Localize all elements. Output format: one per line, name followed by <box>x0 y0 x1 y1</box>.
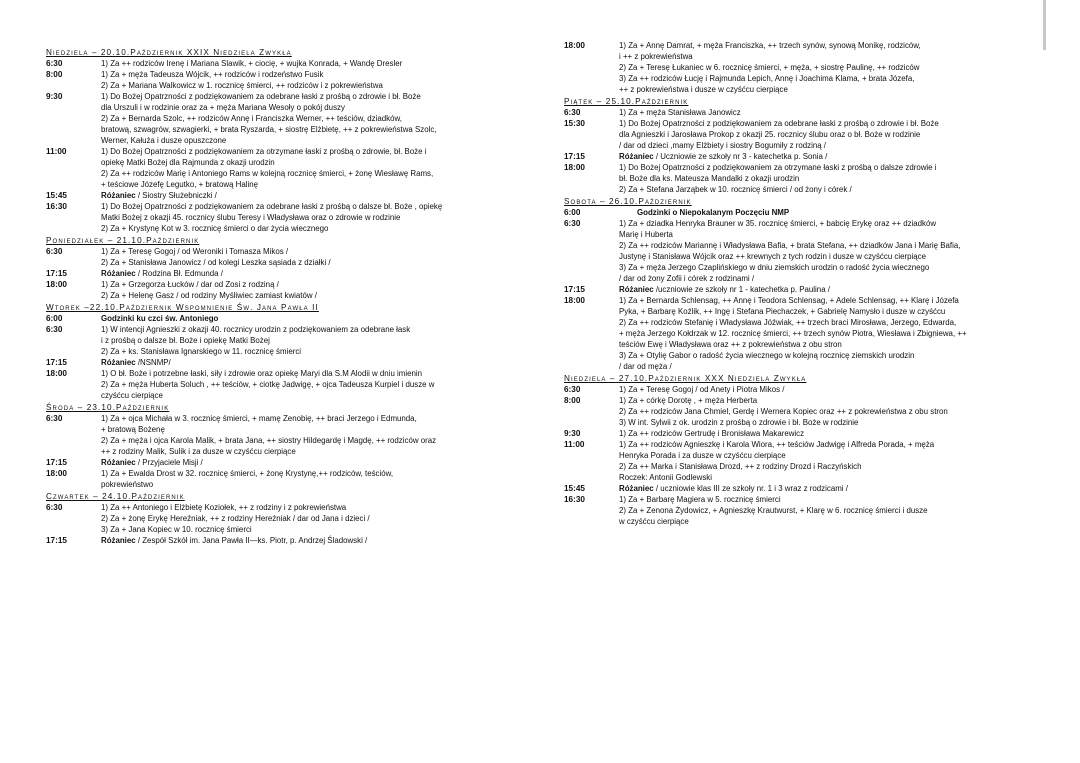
intention-line: 1) Za + córkę Dorotę , + męża Herberta <box>619 396 758 405</box>
intention-line: Różaniec / Uczniowie ze szkoły nr 3 - katechetka p. Sonia / <box>619 152 828 161</box>
mass-time: 6:30 <box>46 247 63 256</box>
mass-slot <box>564 107 1048 118</box>
mass-time: 6:30 <box>564 108 581 117</box>
intention-line: 2) Za + Bernarda Szolc, ++ rodziców Annę i Franciszka Werner, ++ teściów, dziadków, <box>101 114 402 123</box>
mass-time: 18:00 <box>46 369 67 378</box>
intention-line: Marię i Huberta <box>619 230 673 239</box>
mass-slot <box>46 69 551 91</box>
mass-slot <box>46 502 551 535</box>
mass-time: 17:15 <box>46 458 67 467</box>
intention-line: 1) W intencji Agnieszki z okazji 40. rocznicy urodzin z podziękowaniem za odebrane łask <box>101 325 411 334</box>
intention-line: 2) Za + Stanisława Janowicz / od kolegi Leszka sąsiada z działki / <box>101 258 331 267</box>
intention-line: 2) Za + Helenę Gasz / od rodziny Myśliwiec zamiast kwiatów / <box>101 291 317 300</box>
intention-line: Henryka Porada i za dusze w czyśćcu cierpiące <box>619 451 786 460</box>
intention-line: 2) Za + męża Huberta Soluch , ++ teściów, + ciotkę Jadwigę, + ojca Tadeusza Kurpiel i dusze w <box>101 380 435 389</box>
intention-line: 1) Do Bożej Opatrzności z podziękowaniem za odebrane łaski z prośbą o zdrowie i bł. Boże <box>619 119 939 128</box>
intention-line: / dar od żony Zofii i córek z rodzinami / <box>619 274 755 283</box>
intention-line: 3) Za + Jana Kopiec w 10. rocznicę śmierci <box>101 525 252 534</box>
mass-slot <box>564 118 1048 151</box>
intention-line: i ++ z pokrewieństwa <box>619 52 693 61</box>
intention-line: 1) O bł. Boże i potrzebne łaski, siły i zdrowie oraz opiekę Maryi dla S.M Alodii w dniu imienin <box>101 369 423 378</box>
mass-slot <box>46 146 551 190</box>
intention-line: Różaniec / Rodzina Bł. Edmunda / <box>101 269 223 278</box>
intention-line: + teściowe Józefę Legutko, + bratową Halinę <box>101 180 259 189</box>
intention-line: bł. Boże dla ks. Mateusza Mandalki z okazji urodzin <box>619 174 800 183</box>
intention-line: teściów Ewę i Władysława oraz ++ z pokrewieństwa z obu stron <box>619 340 842 349</box>
day-heading: Poniedziałek – 21.10.Październik <box>46 236 200 245</box>
intention-line: 2) Za ++ rodziców Mariannę i Władysława Bafia, + brata Stefana, ++ dziadków Jana i Marię Bafia, <box>619 241 961 250</box>
mass-slot <box>46 201 551 234</box>
mass-slot <box>564 284 1048 295</box>
mass-time: 11:00 <box>564 440 585 449</box>
mass-slot <box>564 207 1048 218</box>
intention-line: ++ z pokrewieństwa i dusze w czyśćcu cierpiące <box>619 85 788 94</box>
intention-line: 3) Za + Otylię Gabor o radość życia wiecznego w kolejną rocznicę ziemskich urodzin <box>619 351 915 360</box>
intention-line: 1) Za + Ewalda Drost w 32. rocznicę śmierci, + żonę Krystynę,++ rodziców, teściów, <box>101 469 394 478</box>
day-heading: Wtorek –22.10.Październik Wspomnienie Św. Jana Pawła II <box>46 303 319 312</box>
mass-slot <box>46 357 551 368</box>
intention-line: czyśćcu cierpiące <box>101 391 163 400</box>
mass-slot <box>564 295 1048 372</box>
intention-line: 2) Za + ks. Stanisława Ignarskiego w 11. rocznicę śmierci <box>101 347 302 356</box>
mass-slot <box>46 468 551 490</box>
intention-line: w czyśćcu cierpiące <box>619 517 689 526</box>
mass-time: 11:00 <box>46 147 67 156</box>
mass-time: 17:15 <box>46 269 67 278</box>
mass-slot <box>564 162 1048 195</box>
intention-line: dla Agnieszki i Jarosława Prokop z okazji 25. rocznicy ślubu oraz o bł. Boże w rodzinie <box>619 130 921 139</box>
intention-line: Różaniec / Siostry Służebniczki / <box>101 191 217 200</box>
intention-line: 2) Za ++ rodziców Stefanię i Władysława Jóźwiak, ++ trzech braci Mirosława, Jerzego, Edwarda, <box>619 318 957 327</box>
intention-line: 3) W int. Sylwii z ok. urodzin z prośbą o zdrowie i bł. Boże w rodzinie <box>619 418 859 427</box>
intention-line: ++ z rodziny Malik, Sulik i za dusze w czyśćcu cierpiące <box>101 447 296 456</box>
mass-slot <box>46 190 551 201</box>
intention-line: Różaniec / Zespół Szkół im. Jana Pawła II—ks. Piotr, p. Andrzej Śladowski / <box>101 536 368 545</box>
intention-line: 1) Za ++ Antoniego i Elżbietę Koziołek, ++ z rodziny i z pokrewieństwa <box>101 503 347 512</box>
intention-line: 1) Za + dziadka Henryka Brauner w 35. rocznicę śmierci, + babcię Erykę oraz ++ dziadków <box>619 219 937 228</box>
intention-line: Matki Bożej z okazji 45. rocznicy ślubu Teresy i Władysława oraz o zdrowie w rodzinie <box>101 213 401 222</box>
day-heading: Czwartek – 24.10.Październik <box>46 492 185 501</box>
mass-slot <box>564 494 1048 527</box>
mass-time: 6:30 <box>46 325 63 334</box>
mass-time: 9:30 <box>46 92 63 101</box>
mass-time: 18:00 <box>564 296 585 305</box>
intention-line: 1) Za + Annę Damrat, + męża Franciszka, ++ trzech synów, synową Monikę, rodziców, <box>619 41 921 50</box>
mass-slot <box>46 457 551 468</box>
intention-line: 1) Do Bożej Opatrzności z podziękowaniem za otrzymane łaski z prośbą o dalsze zdrowie i <box>619 163 937 172</box>
mass-time: 18:00 <box>46 469 67 478</box>
mass-time: 18:00 <box>564 41 585 50</box>
intention-line: 2) Za + męża i ojca Karola Malik, + brata Jana, ++ siostry Hildegardę i Magdę, ++ rodziców oraz <box>101 436 437 445</box>
day-heading: Środa – 23.10.Październik <box>46 403 170 412</box>
intention-line: 1) Do Bożej Opatrzności z podziękowaniem za otrzymane łaski z prośbą o zdrowie, bł. Boże i <box>101 147 427 156</box>
mass-time: 9:30 <box>564 429 581 438</box>
intention-line: 1) Za + Bernarda Schlensag, ++ Annę i Teodora Schlensag, + Adele Schlensag, ++ Klarę i Józefa <box>619 296 959 305</box>
mass-slot <box>46 246 551 268</box>
mass-slot <box>46 324 551 357</box>
mass-slot <box>564 483 1048 494</box>
mass-slot <box>46 91 551 146</box>
mass-time: 18:00 <box>46 280 67 289</box>
mass-slot <box>46 268 551 279</box>
mass-time: 17:15 <box>46 358 67 367</box>
mass-time: 17:15 <box>564 152 585 161</box>
day-heading: Sobota – 26.10.Październik <box>564 197 692 206</box>
intention-line: 1) Za + Teresę Gogoj / od Weroniki i Tomasza Mikos / <box>101 247 289 256</box>
left-column <box>46 46 551 546</box>
right-column <box>564 40 1048 527</box>
intention-line: / dar od męża / <box>619 362 672 371</box>
intention-line: 1) Za + Teresę Gogoj / od Anety i Piotra Mikos / <box>619 385 785 394</box>
mass-time: 18:00 <box>564 163 585 172</box>
mass-time: 8:00 <box>564 396 581 405</box>
intention-line: opiekę Matki Bożej dla Rajmunda z okazji urodzin <box>101 158 275 167</box>
intention-line: 1) Za ++ rodziców Gertrudę i Bronisława Makarewicz <box>619 429 805 438</box>
intention-line: i z prośbą o dalsze bł. Boże i opiekę Matki Bożej <box>101 336 270 345</box>
mass-time: 6:00 <box>564 208 581 217</box>
mass-slot <box>46 58 551 69</box>
mass-slot <box>564 439 1048 483</box>
intention-line: dla Urszuli i w rodzinie oraz za + męża Mariana Wesoły o pokój duszy <box>101 103 345 112</box>
intention-line: Godzinki o Niepokalanym Poczęciu NMP <box>637 208 790 217</box>
mass-slot <box>564 384 1048 395</box>
mass-time: 17:15 <box>46 536 67 545</box>
intention-line: 1) Do Bożej Opatrzności z podziękowaniem za odebrane łaski z prośbą o zdrowie i bł. Boże <box>101 92 421 101</box>
intention-line: Różaniec /NSNMP/ <box>101 358 171 367</box>
mass-time: 15:45 <box>46 191 67 200</box>
intention-line: 2) Za + Krystynę Kot w 3. rocznicę śmierci o dar życia wiecznego <box>101 224 329 233</box>
mass-time: 6:30 <box>564 219 581 228</box>
mass-slot <box>564 218 1048 284</box>
intention-line: 2) Za + Teresę Łukaniec w 6. rocznicę śmierci, + męża, + siostrę Paulinę, ++ rodziców <box>619 63 920 72</box>
intention-line: 2) Za + żonę Erykę Hereźniak, ++ z rodziny Hereźniak / dar od Jana i dzieci / <box>101 514 370 523</box>
intention-line: pokrewieństwo <box>101 480 154 489</box>
day-heading: Niedziela – 20.10.Październik XXIX Niedziela Zwykła <box>46 48 292 57</box>
mass-time: 16:30 <box>46 202 67 211</box>
intention-line: 2) Za ++ rodziców Marię i Antoniego Rams w kolejną rocznicę śmierci, + żonę Wiesławę Rams, <box>101 169 434 178</box>
mass-slot <box>564 395 1048 428</box>
intention-line: Pyka, + Barbarę Koźlik, ++ Ingę i Stefana Piechaczek, + Gabrielę Namysło i dusze w czyśćcu <box>619 307 946 316</box>
mass-time: 6:30 <box>564 385 581 394</box>
mass-time: 15:30 <box>564 119 585 128</box>
intention-line: 3) Za + męża Jerzego Czaplińskiego w dniu ziemskich urodzin o radość życia wiecznego <box>619 263 930 272</box>
intention-line: Werner, Kałuża i dusze opuszczone <box>101 136 227 145</box>
intention-line: Różaniec /uczniowie ze szkoły nr 1 - katechetka p. Paulina / <box>619 285 830 294</box>
intention-line: 2) Za + Stefana Jarząbek w 10. rocznicę śmierci / od żony i córek / <box>619 185 852 194</box>
intention-line: 2) Za + Mariana Walkowicz w 1. rocznicę śmierci, ++ rodziców i z pokrewieństwa <box>101 81 383 90</box>
mass-time: 17:15 <box>564 285 585 294</box>
intention-line: 2) Za + Zenona Żydowicz, + Agnieszkę Krautwurst, + Klarę w 6. rocznicę śmierci i dusze <box>619 506 928 515</box>
intention-line: Godzinki ku czci św. Antoniego <box>101 314 219 323</box>
intention-line: 2) Za ++ Marka i Stanisława Drozd, ++ z rodziny Drozd i Raczyńskich <box>619 462 862 471</box>
mass-slot <box>46 279 551 301</box>
mass-slot <box>46 313 551 324</box>
intention-line: 1) Za + męża Stanisława Janowicz <box>619 108 741 117</box>
mass-slot <box>46 535 551 546</box>
intention-line: 1) Do Bożej Opatrzności z podziękowaniem za odebrane łaski z prośbą o dalsze bł. Boże , opiekę <box>101 202 443 211</box>
intention-line: Justynę i Stanisława Wójcik oraz ++ krewnych z tych rodzin i dusze w czyśćcu cierpiące <box>619 252 926 261</box>
intention-line: Różaniec / uczniowie klas III ze szkoły nr. 1 i 3 wraz z rodzicami / <box>619 484 848 493</box>
intention-line: 1) Za ++ rodziców Agnieszkę i Karola Wiora, ++ teściów Jadwigę i Alfreda Porada, + męża <box>619 440 935 449</box>
intention-line: Roczek: Antonii Godlewski <box>619 473 712 482</box>
vertical-scrollbar[interactable] <box>1043 0 1046 50</box>
intention-line: bratową, szwagrów, szwagierki, + brata Ryszarda, + siostrę Elżbietę, ++ z pokrewieństwa Szolc, <box>101 125 437 134</box>
mass-slot <box>564 428 1048 439</box>
intention-line: Różaniec / Przyjaciele Misji / <box>101 458 203 467</box>
mass-time: 8:00 <box>46 70 63 79</box>
mass-time: 6:00 <box>46 314 63 323</box>
mass-slot <box>46 413 551 457</box>
intention-line: 1) Za + ojca Michała w 3. rocznicę śmierci, + mamę Zenobię, ++ braci Jerzego i Edmunda, <box>101 414 417 423</box>
day-heading: Niedziela – 27.10.Październik XXX Niedziela Zwykła <box>564 374 807 383</box>
mass-slot <box>564 40 1048 95</box>
intention-line: 3) Za ++ rodziców Łucję i Rajmunda Lepich, Annę i Joachima Klama, + brata Józefa, <box>619 74 915 83</box>
intention-line: / dar od dzieci ,mamy Elżbiety i siostry Bogumiły z rodziną / <box>619 141 826 150</box>
intention-line: 2) Za ++ rodziców Jana Chmiel, Gerdę i Wernera Kopiec oraz ++ z pokrewieństwa z obu stron <box>619 407 948 416</box>
mass-time: 15:45 <box>564 484 585 493</box>
intention-line: 1) Za + męża Tadeusza Wójcik, ++ rodziców i rodzeństwo Fusik <box>101 70 324 79</box>
intention-line: 1) Za + Barbarę Magiera w 5. rocznicę śmierci <box>619 495 781 504</box>
intention-line: 1) Za + Grzegorza Łucków / dar od Zosi z rodziną / <box>101 280 279 289</box>
intention-line: + bratową Bożenę <box>101 425 165 434</box>
mass-time: 6:30 <box>46 503 63 512</box>
mass-time: 6:30 <box>46 414 63 423</box>
intention-line: 1) Za ++ rodziców Irenę i Mariana Slawik, + ciocię, + wujka Konrada, + Wandę Dresler <box>101 59 403 68</box>
mass-time: 6:30 <box>46 59 63 68</box>
mass-slot <box>46 368 551 401</box>
intention-line: + męża Jerzego Kołdrzak w 12. rocznicę śmierci, ++ trzech synów Piotra, Wiesława i Zbigniewa, ++ <box>619 329 967 338</box>
mass-time: 16:30 <box>564 495 585 504</box>
day-heading: Piątek – 25.10.Październik <box>564 97 689 106</box>
mass-slot <box>564 151 1048 162</box>
